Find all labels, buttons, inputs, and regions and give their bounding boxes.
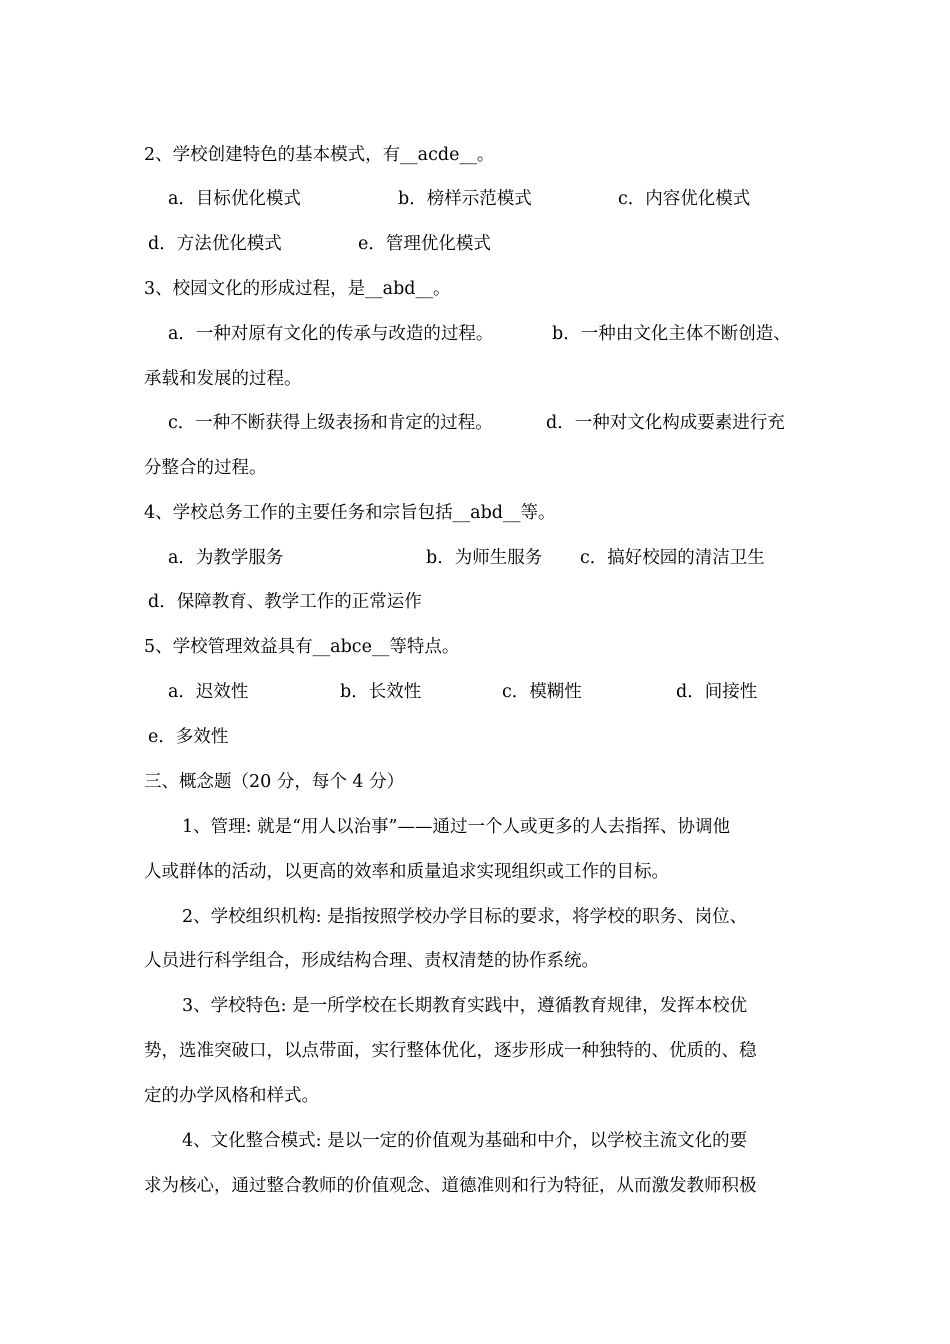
- q2-option-e: e．管理优化模式: [358, 234, 491, 254]
- q4-option-b: b．为师生服务: [426, 548, 543, 568]
- q5-option-a: a．迟效性: [168, 682, 249, 702]
- q3-option-b-continued: 承载和发展的过程。: [144, 369, 302, 389]
- q3-option-d-continued: 分整合的过程。: [144, 458, 267, 478]
- q3-option-d: d．一种对文化构成要素进行充: [546, 413, 785, 433]
- q3-option-c: c．一种不断获得上级表扬和肯定的过程。: [168, 413, 493, 433]
- q3-option-b: b．一种由文化主体不断创造、: [552, 324, 791, 344]
- q5-option-b: b．长效性: [340, 682, 422, 702]
- q3-stem: 3、校园文化的形成过程，是__abd__。: [144, 279, 451, 299]
- q5-option-d: d．间接性: [676, 682, 758, 702]
- q4-stem: 4、学校总务工作的主要任务和宗旨包括__abd__等。: [144, 503, 556, 523]
- q2-option-b: b．榜样示范模式: [398, 189, 532, 209]
- concept-line: 求为核心，通过整合教师的价值观念、道德准则和行为特征，从而激发教师积极: [144, 1176, 757, 1196]
- concept-line: 4、文化整合模式: 是以一定的价值观为基础和中介，以学校主流文化的要: [182, 1131, 748, 1151]
- q5-option-e: e．多效性: [148, 727, 229, 747]
- q4-option-c: c．搞好校园的清洁卫生: [580, 548, 765, 568]
- section-heading: 三、概念题（20 分，每个 4 分）: [144, 772, 405, 792]
- q4-option-a: a．为教学服务: [168, 548, 284, 568]
- q3-option-a: a．一种对原有文化的传承与改造的过程。: [168, 324, 494, 344]
- q2-option-a: a．目标优化模式: [168, 189, 301, 209]
- concept-line: 1、管理: 就是“用人以治事”——通过一个人或更多的人去指挥、协调他: [182, 817, 730, 837]
- concept-line: 人或群体的活动，以更高的效率和质量追求实现组织或工作的目标。: [144, 862, 669, 882]
- concept-line: 定的办学风格和样式。: [144, 1086, 319, 1106]
- concept-line: 2、学校组织机构: 是指按照学校办学目标的要求，将学校的职务、岗位、: [182, 907, 748, 927]
- q4-option-d: d．保障教育、教学工作的正常运作: [148, 592, 422, 612]
- concept-line: 人员进行科学组合，形成结构合理、责权清楚的协作系统。: [144, 951, 599, 971]
- concept-line: 势，选准突破口，以点带面，实行整体优化，逐步形成一种独特的、优质的、稳: [144, 1041, 757, 1061]
- q5-option-c: c．模糊性: [502, 682, 582, 702]
- q2-stem: 2、学校创建特色的基本模式，有__acde__。: [144, 145, 495, 165]
- q2-option-c: c．内容优化模式: [618, 189, 751, 209]
- q5-stem: 5、学校管理效益具有__abce__等特点。: [144, 637, 460, 657]
- concept-line: 3、学校特色: 是一所学校在长期教育实践中，遵循教育规律，发挥本校优: [182, 996, 748, 1016]
- q2-option-d: d．方法优化模式: [148, 234, 282, 254]
